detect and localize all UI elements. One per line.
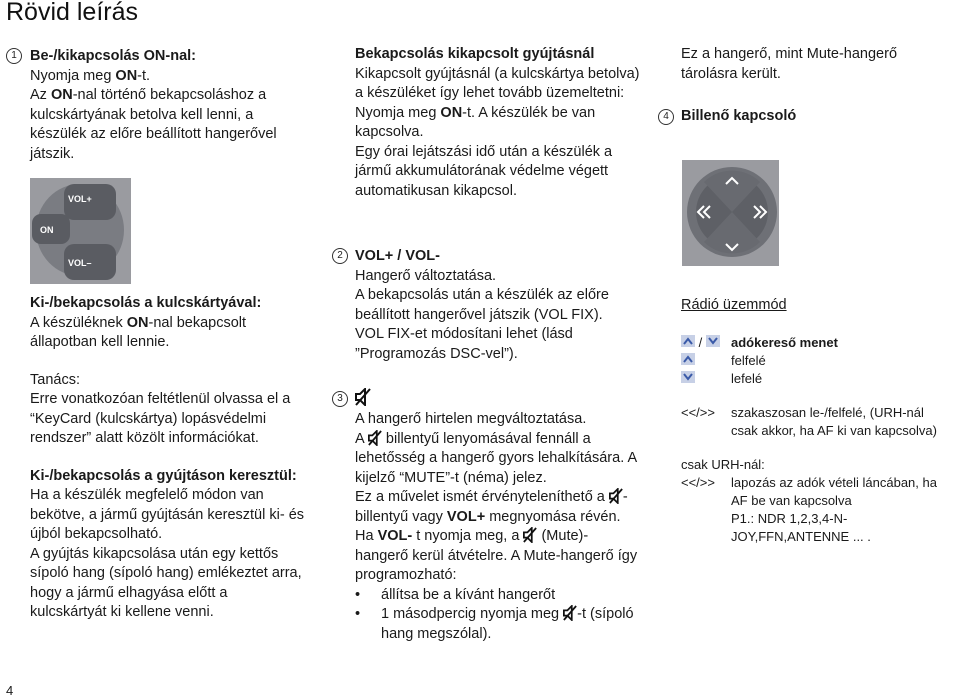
mute-speaker-icon — [609, 488, 623, 504]
on-label: ON — [40, 225, 54, 235]
section-keycard — [30, 294, 305, 623]
rocker-switch-image — [682, 160, 779, 266]
section-heading: Bekapcsolás kikapcsolt gyújtásnál — [355, 46, 595, 62]
paragraph: Ha VOL- t nyomja meg, a (Mute)-hangerő kerül átvételre. A Mute-hangerő így programozható: — [355, 528, 638, 583]
mute-speaker-icon — [355, 388, 371, 406]
table-row — [681, 370, 953, 388]
tip-label: Tanács: — [30, 371, 80, 388]
mute-speaker-icon — [563, 605, 577, 621]
section-mute — [355, 388, 640, 644]
section-number-4: 4 — [658, 109, 674, 125]
mute-heading — [355, 388, 640, 410]
paragraph: A gyújtás kikapcsolása után egy kettős sípoló hang (sípoló hang) emlékeztet arra, hogy a jármű elhagyása előtt a kulcskártyát ki kellene venni. — [30, 545, 302, 620]
section-volume — [355, 247, 640, 364]
radio-mode-heading: Rádió üzemmód — [681, 297, 787, 313]
paragraph: Nyomja meg ON-t. — [30, 67, 151, 84]
rocker-down-icon — [706, 335, 720, 347]
list-item: • állítsa be a kívánt hangerőt — [355, 586, 640, 606]
row-text: adókereső menet — [731, 335, 838, 350]
row-text: P1.: NDR 1,2,3,4-N-JOY,FFN,ANTENNE ... . — [731, 511, 871, 544]
mute-note: Ez a hangerő, mint Mute-hangerő tárolásra került. — [681, 46, 898, 82]
page-number: 4 — [6, 683, 14, 698]
bullet-list — [355, 586, 640, 645]
paragraph: Egy órai lejátszási idő után a készülék a jármű akkumulátorának védelme végett automatikusan kikapcsol. — [355, 143, 613, 199]
row-key: <</>> — [681, 405, 715, 420]
section-number-3: 3 — [332, 391, 348, 407]
row-text: lefelé — [731, 371, 763, 386]
section-number-2: 2 — [332, 248, 348, 264]
section-ignition-off — [355, 45, 640, 201]
rocker-down-icon — [681, 371, 695, 383]
section-heading: Ki-/bekapcsolás a kulcskártyával: — [30, 295, 262, 311]
row-text: szakaszosan le-/felfelé, (URH-nál csak akkor, ha AF ki van kapcsolva) — [731, 405, 937, 438]
keypad-photo-image — [30, 178, 131, 284]
row-key: <</>> — [681, 475, 715, 490]
table-row: / adókereső menet — [681, 334, 953, 352]
table-row — [681, 474, 953, 546]
paragraph: Hangerő változtatása. — [355, 267, 497, 284]
section-heading: VOL+ / VOL- — [355, 248, 440, 264]
paragraph: Nyomja meg ON-t. A készülék be van kapcsolva. — [355, 104, 596, 140]
paragraph: VOL FIX-et módosítani lehet (lásd ”Programozás DSC-vel”). — [355, 326, 573, 362]
section-on-off — [30, 47, 300, 164]
rocker-up-icon — [681, 335, 695, 347]
paragraph: Az ON-nal történő bekapcsoláshoz a kulcskártyának betolva kell lenni, a készülék az előre beállított hangerővel játszik. — [30, 87, 277, 162]
page-title: Rövid leírás — [6, 0, 138, 26]
rocker-switch-photo — [682, 160, 779, 266]
section-heading: Billenő kapcsoló — [681, 108, 797, 124]
section-heading: Ki-/bekapcsolás a gyújtáson keresztül: — [30, 467, 297, 484]
table-row — [681, 404, 953, 440]
tip-text: Erre vonatkozóan feltétlenül olvassa el a “KeyCard (kulcskártya) lopásvédelmi rendszer” alatt közölt információkat. — [30, 391, 291, 446]
paragraph: A készüléknek ON-nal bekapcsolt állapotban kell lennie. — [30, 314, 247, 350]
paragraph: A hangerő hirtelen megváltoztatása. — [355, 411, 587, 427]
row-text: felfelé — [731, 353, 766, 368]
mute-speaker-icon — [523, 527, 537, 543]
paragraph: A bekapcsolás után a készülék az előre beállított hangerővel játszik (VOL FIX). — [355, 287, 609, 323]
section-heading: Be-/kikapcsolás ON-nal: — [30, 48, 196, 64]
list-item: • 1 másodpercig nyomja meg -t (sípoló hang megszólal). — [355, 605, 640, 644]
paragraph: A billentyű lenyomásával fennáll a lehetősség a hangerő gyors lehalkítására. A kijelző “MUTE”-t (néma) jelez. — [355, 430, 637, 486]
keypad-photo — [30, 178, 131, 284]
table-row — [681, 352, 953, 370]
paragraph: Ha a készülék megfelelő módon van bekötve, a jármű gyújtásán keresztül ki- és újból bekapcsolható. — [30, 487, 305, 542]
vol-plus-label: VOL+ — [68, 194, 92, 204]
section-number-1: 1 — [6, 48, 22, 64]
urh-label: csak URH-nál: — [681, 457, 765, 472]
row-text: lapozás az adók vételi láncában, ha AF be van kapcsolva — [731, 475, 937, 508]
vol-minus-label: VOL– — [68, 258, 92, 268]
paragraph: Ez a művelet ismét érvényteleníthető a -billentyű vagy VOL+ megnyomása révén. — [355, 489, 628, 525]
paragraph: Kikapcsolt gyújtásnál (a kulcskártya betolva) a készüléket így lehet tovább üzemeltetni: — [355, 65, 640, 101]
rocker-up-icon — [681, 353, 695, 365]
mute-speaker-icon — [368, 430, 382, 446]
radio-mode-table — [681, 334, 953, 546]
